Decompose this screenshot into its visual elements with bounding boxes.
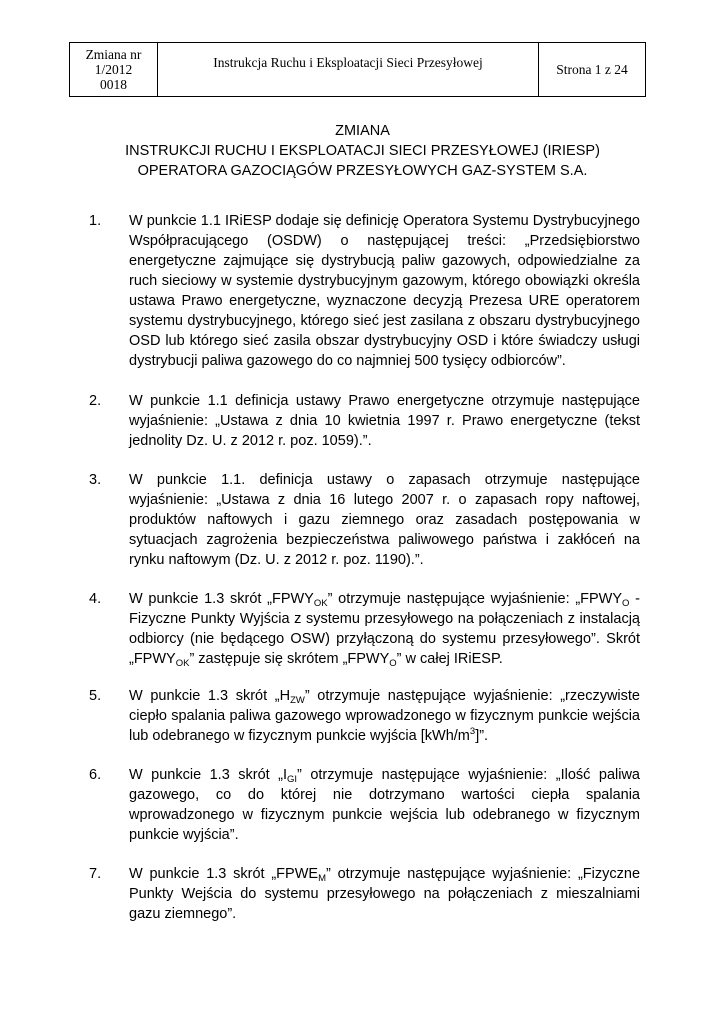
document-title: Instrukcja Ruchu i Eksploatacji Sieci Przesyłowej (213, 55, 483, 70)
document-title-cell (158, 43, 539, 97)
list-item (83, 589, 640, 669)
subscript-text: OK (313, 598, 328, 609)
text-segment: W punkcie 1.1. definicja ustawy o zapasach otrzymuje następujące wyjaśnienie: „Ustawa z dnia 16 lutego 2007 r. o zapasach ropy naftowej, produktów naftowych i gazu ziemnego oraz zasadach postępowania w sytuacjach zagrożenia bezpieczeństwa paliwowego państwa i zakłóceń na rynku naftowym (Dz. U. z 2012 r. poz. 1190).”. (129, 472, 640, 568)
text-segment: W punkcie 1.3 skrót „I (129, 767, 287, 783)
page-number: Strona 1 z 24 (556, 61, 628, 77)
item-text (129, 589, 640, 669)
title-line-1: ZMIANA (335, 123, 390, 139)
change-number-line-2: 1/2012 (94, 62, 133, 77)
text-segment: W punkcie 1.1 IRiESP dodaje się definicję Operatora Systemu Dystrybucyjnego Współpracującego (OSDW) o następującej treści: „Przedsiębiorstwo energetyczne zajmujące się dystrybucją paliw gazowych, odpowiedzialne za ruch sieciowy w systemie dystrybucyjnym gazowym, którego obowiązki określa ustawa Prawo energetyczne, wyznaczone decyzją Prezesa URE operatorem systemu dystrybucyjnego, którego sieć jest zasilana z obszaru dystrybucyjnego OSD lub którego sieć zasila obszar dystrybucyjny OSD i które świadczy usługi dystrybucji paliwa gazowego do co najmniej 500 tysięcy odbiorców”. (129, 213, 640, 369)
text-segment: ” otrzymuje następujące wyjaśnienie: „FPWY (327, 591, 623, 607)
change-number-line-1: Zmiana nr (85, 47, 142, 62)
item-number: 7. (89, 866, 102, 882)
item-text (129, 686, 640, 746)
list-item (83, 864, 640, 924)
text-segment: ” w całej IRiESP. (396, 651, 503, 667)
text-segment: W punkcie 1.3 skrót „H (129, 688, 291, 704)
item-text (129, 211, 640, 371)
item-text (129, 391, 640, 451)
item-text (129, 864, 640, 924)
subscript-text: O (622, 598, 630, 609)
subscript-text: ZW (290, 695, 305, 706)
subscript-text: O (389, 658, 397, 669)
item-number: 2. (89, 393, 102, 409)
item-text (129, 765, 640, 845)
superscript-text: 3 (469, 726, 476, 737)
text-segment: ” zastępuje się skrótem „FPWY (189, 651, 390, 667)
change-number-line-3: 0018 (100, 77, 127, 92)
text-segment: ]”. (475, 728, 489, 744)
page-number-cell (539, 43, 646, 97)
list-item (83, 211, 640, 371)
text-segment: W punkcie 1.3 skrót „FPWE (129, 866, 319, 882)
item-number: 4. (89, 591, 102, 607)
text-segment: ” otrzymuje następujące wyjaśnienie: „rzeczywiste ciepło spalania paliwa gazowego wprowadzonego w fizycznym punkcie wejścia lub odebranego w fizycznym punkcie wyjścia [kWh/m (129, 688, 640, 744)
text-segment: ” otrzymuje następujące wyjaśnienie: „Ilość paliwa gazowego, co do której nie dotrzymano wartości ciepła spalania wprowadzonego w fizycznym punkcie wejścia lub odebranego w fizycznym punkcie wyjścia”. (129, 767, 641, 843)
text-segment: W punkcie 1.1 definicja ustawy Prawo energetyczne otrzymuje następujące wyjaśnienie: „Ustawa z dnia 10 kwietnia 1997 r. Prawo energetyczne (tekst jednolity Dz. U. z 2012 r. poz. 1059).”. (129, 393, 640, 449)
list-item (83, 765, 640, 845)
subscript-text: GI (287, 774, 298, 785)
page-title (60, 121, 665, 181)
subscript-text: OK (175, 658, 190, 669)
text-segment: W punkcie 1.3 skrót „FPWY (129, 591, 314, 607)
change-number-cell (70, 43, 158, 97)
list-item (83, 391, 640, 451)
amendments-list (83, 211, 640, 924)
item-number: 5. (89, 688, 102, 704)
item-number: 1. (89, 213, 102, 229)
item-text (129, 470, 640, 570)
title-line-2: INSTRUKCJI RUCHU I EKSPLOATACJI SIECI PRZESYŁOWEJ (IRIESP) (125, 143, 600, 159)
title-line-3: OPERATORA GAZOCIĄGÓW PRZESYŁOWYCH GAZ-SYSTEM S.A. (137, 163, 588, 179)
list-item (83, 686, 640, 746)
subscript-text: M (318, 873, 326, 884)
item-number: 3. (89, 472, 102, 488)
text-segment: ” otrzymuje następujące wyjaśnienie: „Fizyczne Punkty Wejścia do systemu przesyłowego na połączeniach z mieszalniami gazu ziemnego”. (129, 866, 641, 922)
text-segment: - Fizyczne Punkty Wyjścia z systemu przesyłowego na połączeniach z instalacją odbiorcy (nie będącego OSW) przyłączoną do systemu przesyłowego”. Skrót „FPWY (129, 591, 640, 667)
document-header (69, 42, 646, 97)
item-number: 6. (89, 767, 102, 783)
list-item (83, 470, 640, 570)
